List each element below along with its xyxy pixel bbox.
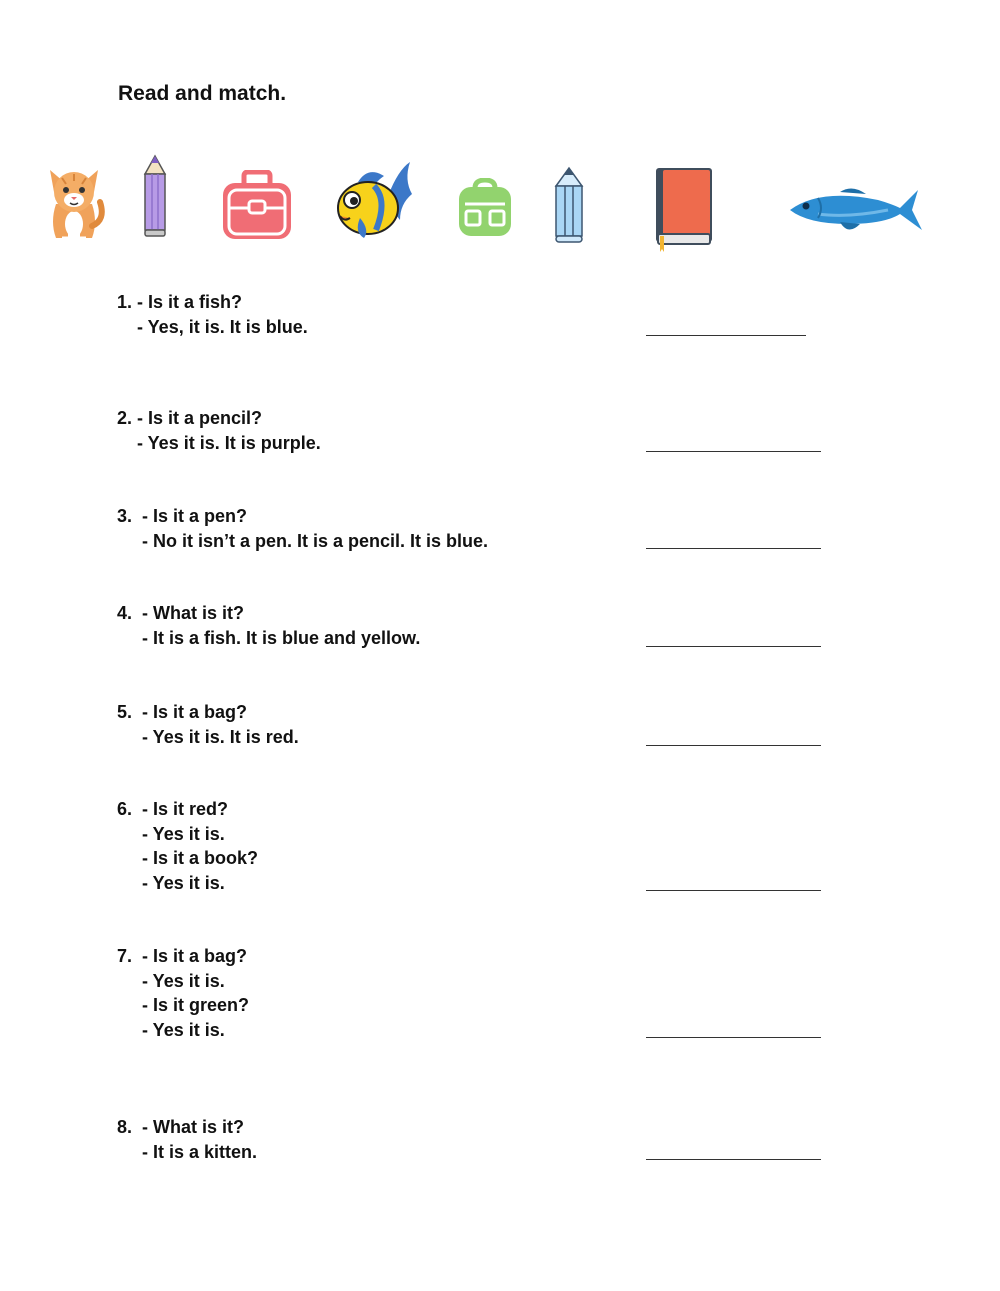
question-3 (117, 504, 488, 553)
answer-line: - Yes, it is. It is blue. (117, 316, 308, 337)
question-8 (117, 1115, 257, 1164)
answer-line: - Yes it is. (117, 1019, 225, 1040)
question-line: 7. - Is it a bag? (117, 946, 248, 966)
red-book-picture (654, 166, 714, 254)
answer-line: - Yes it is. It is red. (117, 726, 299, 747)
blue-pencil-picture (553, 166, 585, 244)
answer-line: - It is a fish. It is blue and yellow. (117, 627, 421, 648)
kitten-picture (42, 162, 106, 242)
question-line: 3. - Is it a pen? (117, 506, 248, 526)
question-line: 1. - Is it a fish? (117, 292, 243, 312)
answer-line: - No it isn’t a pen. It is a pencil. It is blue. (117, 530, 489, 551)
answer-blank-5[interactable] (646, 745, 821, 746)
question-6 (117, 797, 258, 895)
answer-line: - Yes it is. (117, 970, 225, 991)
worksheet-title: Read and match. (118, 82, 287, 105)
question-line: 6. - Is it red? (117, 799, 229, 819)
answer-blank-2[interactable] (646, 451, 821, 452)
answer-line: - Yes it is. (117, 872, 225, 893)
question-line: 4. - What is it? (117, 603, 245, 623)
answer-blank-4[interactable] (646, 646, 821, 647)
question-7 (117, 944, 249, 1042)
purple-pencil-picture (142, 154, 168, 238)
question-2 (117, 406, 321, 455)
answer-blank-7[interactable] (646, 1037, 821, 1038)
answer-blank-8[interactable] (646, 1159, 821, 1160)
answer-blank-6[interactable] (646, 890, 821, 891)
blue-yellow-fish-picture (334, 160, 416, 242)
answer-line: - It is a kitten. (117, 1141, 258, 1162)
blue-fish-picture (788, 184, 924, 238)
answer-blank-3[interactable] (646, 548, 821, 549)
question-line: - Is it green? (117, 995, 250, 1015)
answer-blank-1[interactable] (646, 335, 806, 336)
question-1 (117, 290, 308, 339)
green-bag-picture (456, 178, 514, 238)
question-5 (117, 700, 299, 749)
answer-line: - Yes it is. (117, 823, 225, 844)
question-line: 5. - Is it a bag? (117, 702, 248, 722)
answer-line: - Yes it is. It is purple. (117, 432, 321, 453)
question-4 (117, 601, 420, 650)
question-line: 2. - Is it a pencil? (117, 408, 263, 428)
question-line: - Is it a book? (117, 848, 259, 868)
red-bag-picture (220, 170, 294, 242)
question-line: 8. - What is it? (117, 1117, 245, 1137)
